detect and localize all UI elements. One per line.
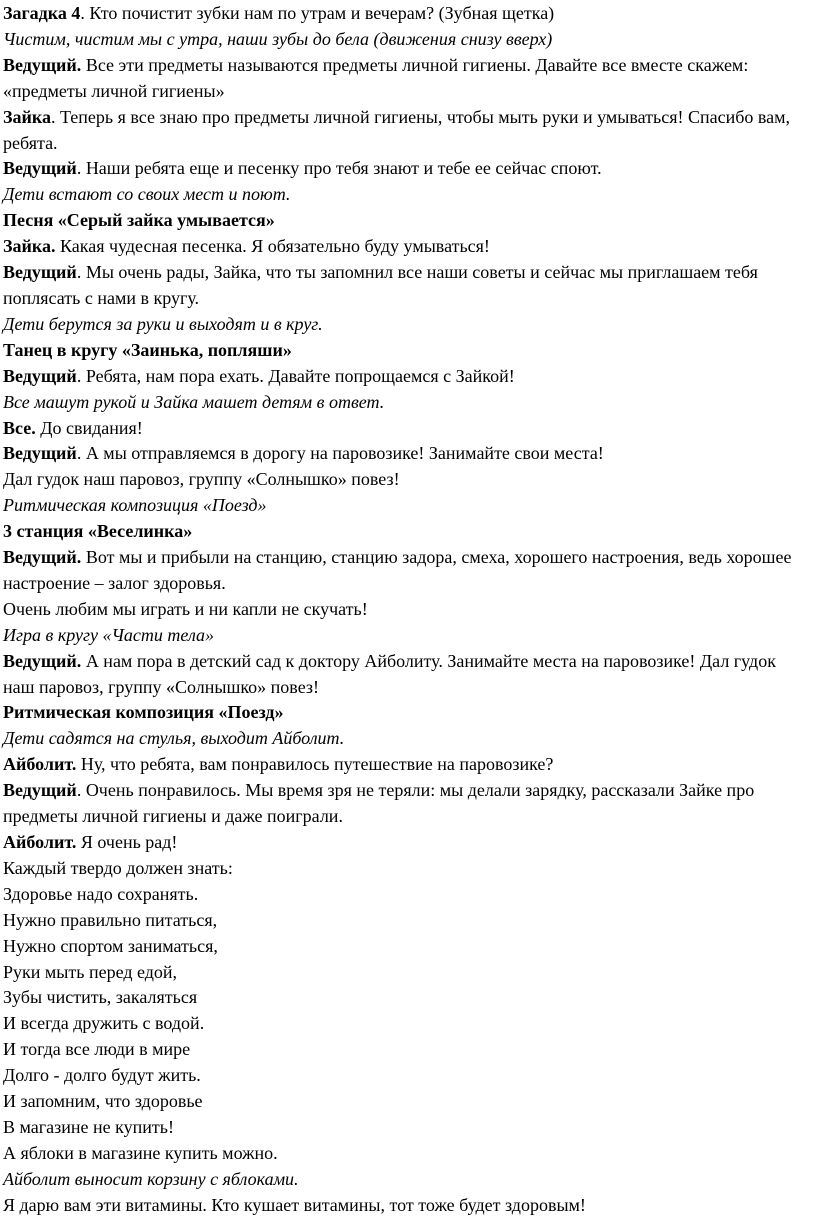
poem-line: Нужно правильно питаться, <box>3 909 218 930</box>
stage-direction: Все машут рукой и Зайка машет детям в ответ. <box>3 391 385 412</box>
poem-line: И запомним, что здоровье <box>3 1091 203 1112</box>
host-paragraph <box>3 441 808 467</box>
speaker-label: Ведущий. <box>3 547 82 568</box>
bunny-paragraph <box>3 105 808 157</box>
host-paragraph <box>3 778 808 830</box>
poem-line: Каждый твердо должен знать: <box>3 857 233 878</box>
all-paragraph <box>3 416 808 442</box>
bunny-paragraph <box>3 234 808 260</box>
stage-direction: Чистим, чистим мы с утра, наши зубы до бела (движения снизу вверх) <box>3 28 553 49</box>
speech-text: А нам пора в детский сад к доктору Айболиту. Занимайте места на паровозике! Дал гудок наш паровоз, группу «Солнышко» повез! <box>3 650 776 697</box>
speaker-label: Ведущий <box>3 365 77 386</box>
aibolit-paragraph <box>3 830 808 856</box>
stage-direction: Айболит выносит корзину с яблоками. <box>3 1168 299 1189</box>
poem-line: Здоровье надо сохранять. <box>3 883 199 904</box>
poem-line: И всегда дружить с водой. <box>3 1013 205 1034</box>
speech-text: До свидания! <box>35 417 143 438</box>
stage-direction: Дети встают со своих мест и поют. <box>3 184 291 205</box>
poem-line: А яблоки в магазине купить можно. <box>3 1142 278 1163</box>
speech-text: Все эти предметы называются предметы личной гигиены. Давайте все вместе скажем: «предметы личной гигиены» <box>3 54 749 101</box>
speaker-label: Айболит. <box>3 832 77 852</box>
host-paragraph <box>3 649 808 701</box>
poem-line: Нужно спортом заниматься, <box>3 935 218 956</box>
poem-line: Руки мыть перед едой, <box>3 961 178 982</box>
speech-text: . Ребята, нам пора ехать. Давайте попрощаемся с Зайкой! <box>76 365 515 386</box>
speaker-label: Ведущий <box>3 780 77 801</box>
speech-text: Вот мы и прибыли на станцию, станцию задора, смеха, хорошего настроения, ведь хорошее настроение – залог здоровья. <box>3 547 792 593</box>
section-heading-station: 3 станция «Веселинка» <box>3 521 193 542</box>
poem-line: Долго - долго будут жить. <box>3 1065 201 1086</box>
speaker-label: Ведущий <box>3 262 77 283</box>
speech-text: . Теперь я все знаю про предметы личной гигиены, чтобы мыть руки и умываться! Спасибо вам, ребята. <box>3 106 791 153</box>
speech-text: Я очень рад! <box>76 832 178 852</box>
speech-text: . Наши ребята еще и песенку про тебя знают и тебе ее сейчас споют. <box>76 158 602 179</box>
speech-text: Ну, что ребята, вам понравилось путешествие на паровозике? <box>76 754 554 775</box>
speech-text: . Мы очень рады, Зайка, что ты запомнил все наши советы и сейчас мы приглашаем тебя поплясать с нами в кругу. <box>3 262 758 308</box>
stage-direction: Игра в кругу «Части тела» <box>3 624 215 645</box>
host-paragraph <box>3 156 808 182</box>
speech-text: . А мы отправляемся в дорогу на паровозике! Занимайте свои места! <box>76 443 604 464</box>
poem-line: Зубы чистить, закаляться <box>3 987 198 1008</box>
plain-line: Дал гудок наш паровоз, группу «Солнышко» повез! <box>3 469 400 490</box>
stage-direction: Дети садятся на стулья, выходит Айболит. <box>3 728 345 749</box>
speaker-label: Загадка 4 <box>3 3 81 23</box>
poem-line: И тогда все люди в мире <box>3 1039 191 1060</box>
speaker-label: Все. <box>3 417 36 438</box>
host-paragraph <box>3 364 808 390</box>
speech-text: . Очень понравилось. Мы время зря не теряли: мы делали зарядку, рассказали Зайке про предметы личной гигиены и даже поиграли. <box>3 780 755 827</box>
host-paragraph <box>3 545 808 597</box>
speaker-label: Айболит. <box>3 754 77 775</box>
speaker-label: Ведущий <box>3 443 77 464</box>
speaker-label: Зайка <box>3 106 51 127</box>
section-heading-dance: Танец в кругу «Заинька, попляши» <box>3 339 292 360</box>
speaker-label: Зайка. <box>3 236 56 257</box>
stage-direction: Дети берутся за руки и выходят и в круг. <box>3 313 323 334</box>
section-heading-song: Песня «Серый зайка умывается» <box>3 210 275 231</box>
speech-text: . Кто почистит зубки нам по утрам и вечерам? (Зубная щетка) <box>80 3 555 23</box>
speaker-label: Ведущий <box>3 158 77 179</box>
host-paragraph <box>3 260 808 312</box>
plain-line: Я дарю вам эти витамины. Кто кушает витамины, тот тоже будет здоровым! <box>3 1194 586 1215</box>
stage-direction: Ритмическая композиция «Поезд» <box>3 495 267 516</box>
speech-text: Какая чудесная песенка. Я обязательно буду умываться! <box>55 236 490 257</box>
speaker-label: Ведущий. <box>3 54 82 75</box>
plain-line: Очень любим мы играть и ни капли не скучать! <box>3 598 368 619</box>
poem-line: В магазине не купить! <box>3 1116 174 1137</box>
riddle-4-paragraph <box>3 1 808 27</box>
host-paragraph <box>3 53 808 105</box>
aibolit-paragraph <box>3 752 808 778</box>
section-heading-train: Ритмическая композиция «Поезд» <box>3 702 284 723</box>
speaker-label: Ведущий. <box>3 650 82 671</box>
